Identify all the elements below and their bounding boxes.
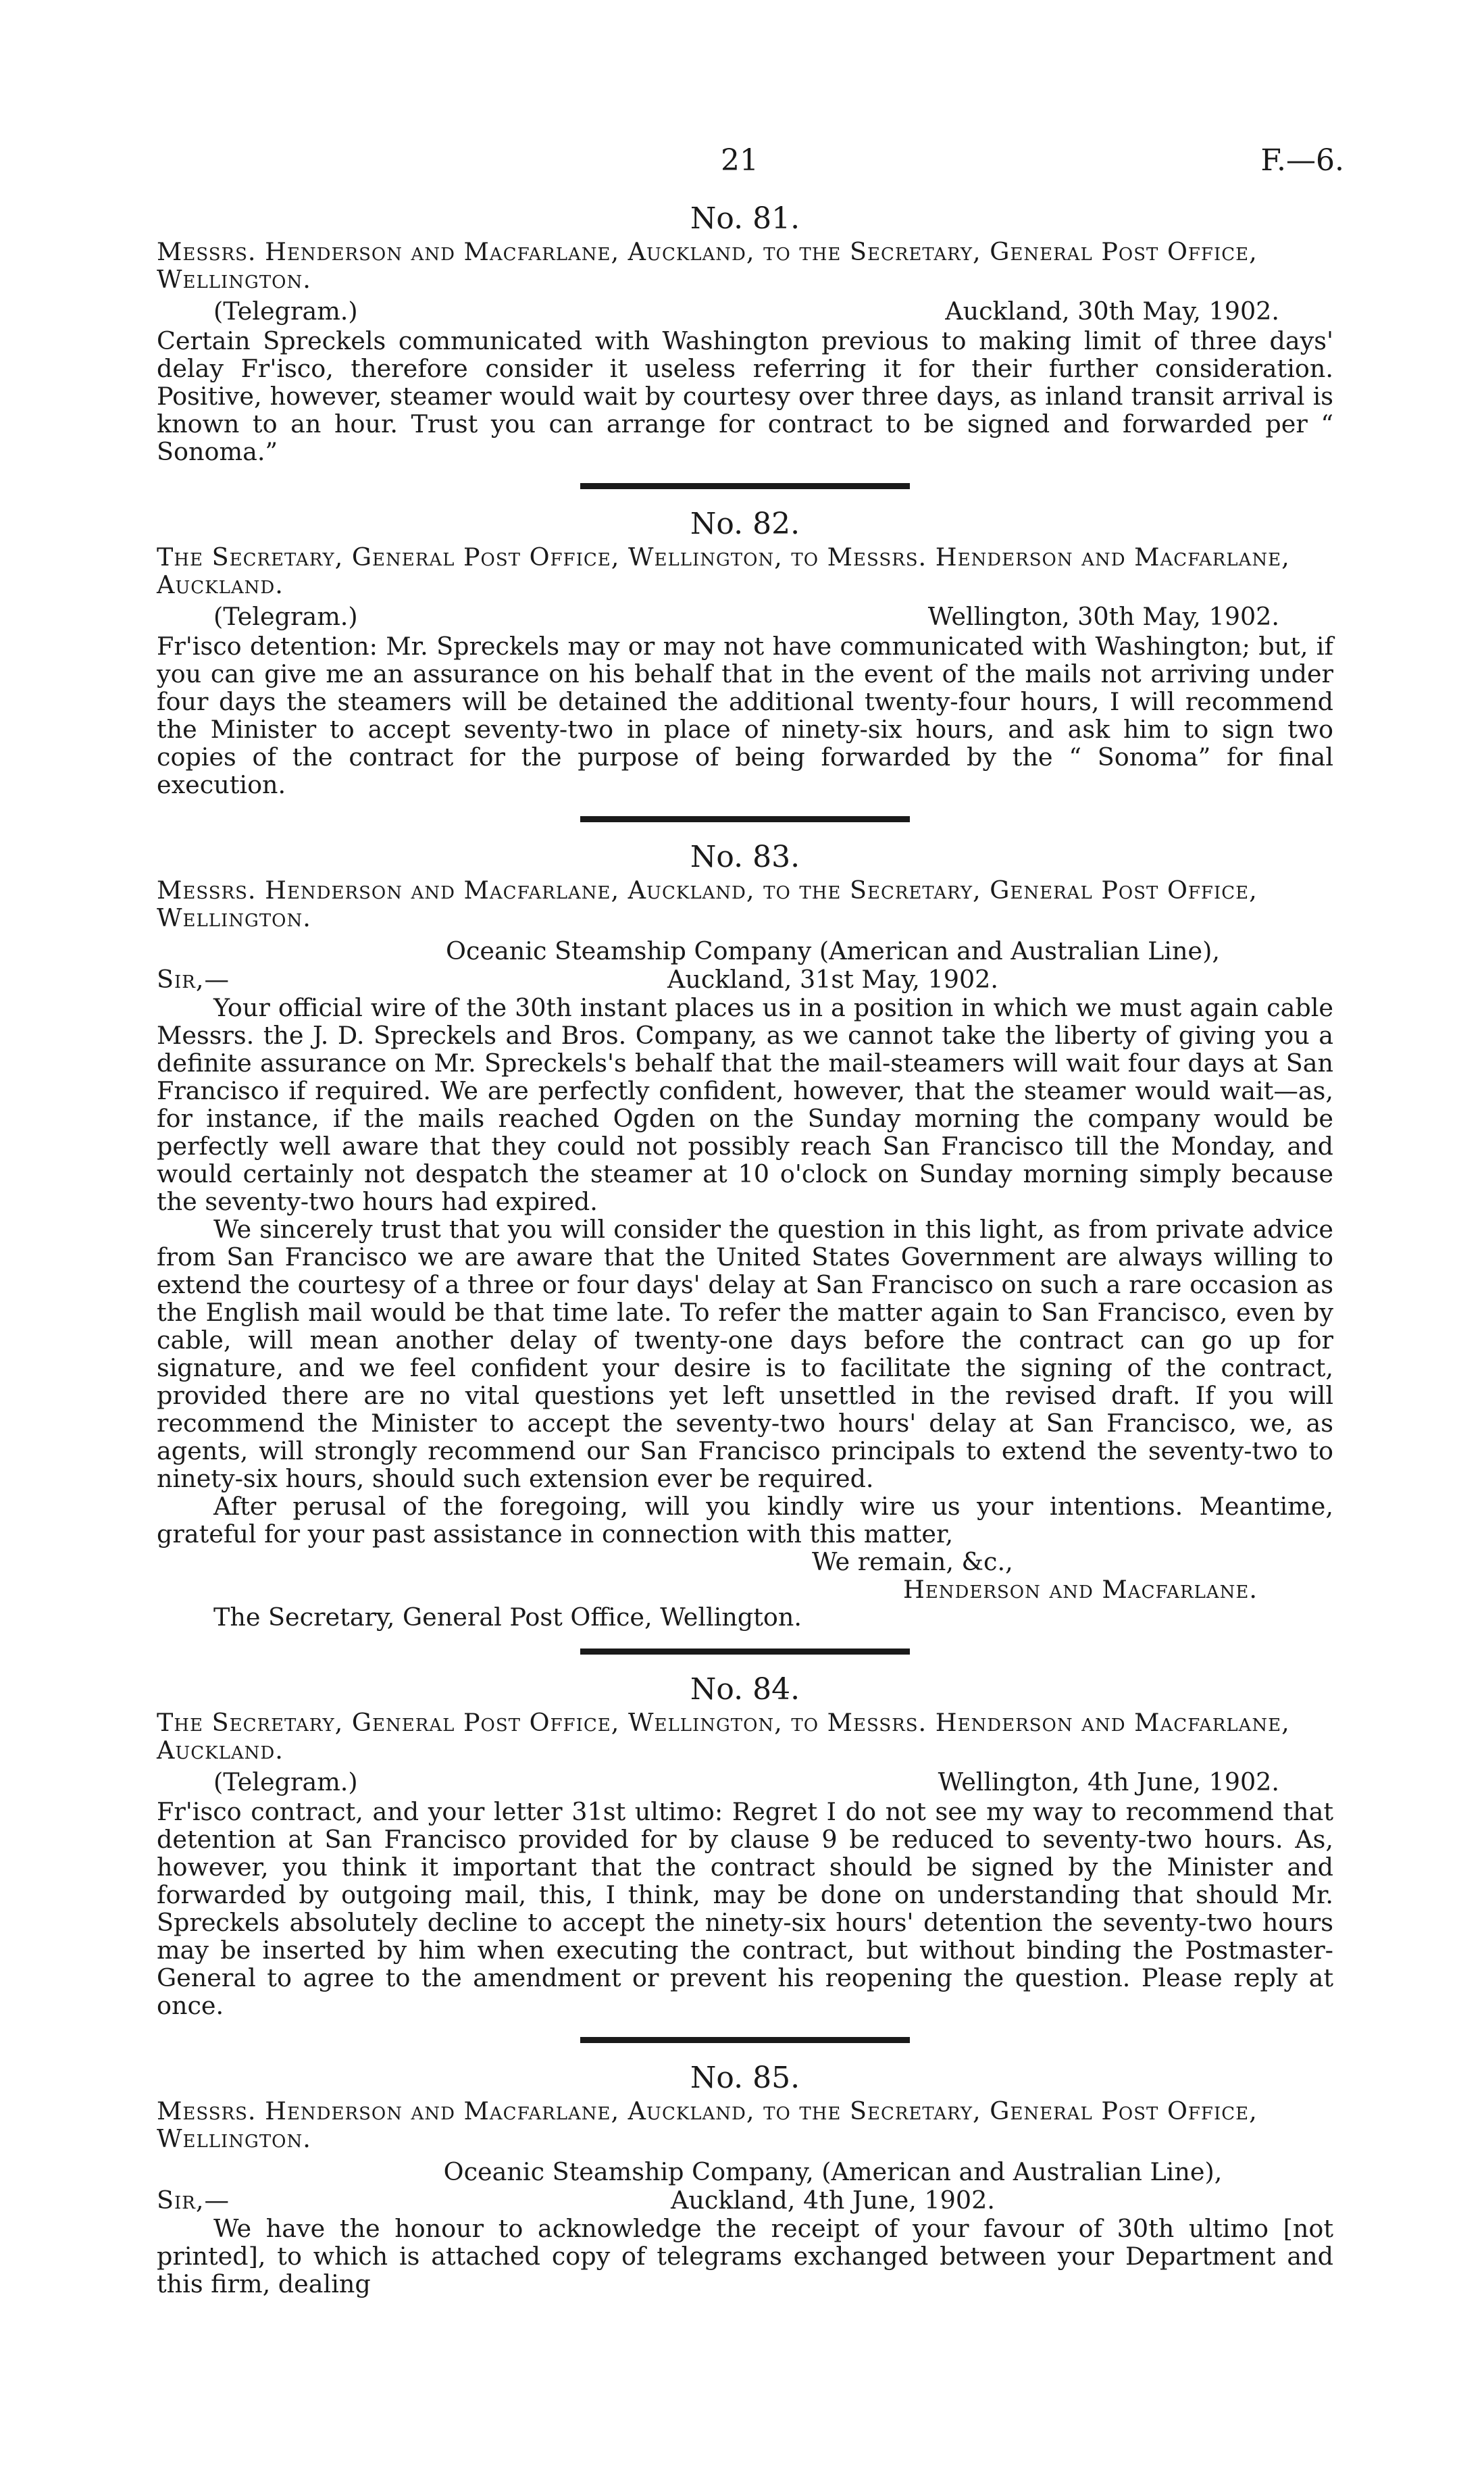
letter-paragraph: After perusal of the foregoing, will you kindly wire us your intentions. Meantime, grateful for your past assistance in connection with this matter, [157, 1492, 1333, 1549]
letter-82 [157, 505, 1333, 799]
address-date: Auckland, 4th June, 1902. [671, 2186, 995, 2215]
letter-closing: We remain, &c., [812, 1547, 1013, 1576]
message-kind: (Telegram.) [213, 1767, 358, 1796]
heading-line: Messrs. Henderson and Macfarlane, Auckland, to the Secretary, General Post Office, [157, 2096, 1258, 2125]
section-divider [580, 483, 910, 489]
heading-line: The Secretary, General Post Office, Wellington, to Messrs. Henderson and Macfarlane, [157, 543, 1290, 572]
letter-paragraph: We have the honour to acknowledge the receipt of your favour of 30th ultimo [not printed], to which is attached copy of telegrams exchanged between your Department and this firm, dealing [157, 2214, 1333, 2298]
page-number: 21 [721, 143, 759, 178]
heading-tail: Wellington. [157, 903, 311, 932]
letter-number: No. 82. [690, 507, 800, 541]
place-date: Wellington, 4th June, 1902. [938, 1767, 1279, 1796]
letter-84 [157, 1671, 1333, 2019]
heading-tail: Auckland. [157, 570, 284, 599]
address-date: Auckland, 31st May, 1902. [667, 965, 998, 994]
place-date: Auckland, 30th May, 1902. [945, 297, 1279, 326]
letter-addressee: The Secretary, General Post Office, Wellington. [213, 1603, 802, 1632]
salutation: Sir,— [157, 2186, 230, 2215]
letter-heading [157, 2097, 1333, 2153]
telegram-meta [157, 603, 1333, 632]
telegram-meta [157, 1768, 1333, 1798]
letter-address [157, 2158, 1333, 2215]
heading-line: Messrs. Henderson and Macfarlane, Auckland, to the Secretary, General Post Office, [157, 876, 1258, 905]
heading-line: The Secretary, General Post Office, Wellington, to Messrs. Henderson and Macfarlane, [157, 1708, 1290, 1737]
letter-paragraph: Your official wire of the 30th instant places us in a position in which we must again cable Messrs. the J. D. Spreckels and Bros. Company, as we cannot take the liberty of giving you a definite assurance on Mr. Spreckels's behalf that the mail-steamers will wait four days at San Francisco if required. We are perfectly confident, however, that the steamer would wait—as, for instance, if the mails reached Ogden on the Sunday morning the company would be perfectly well aware that they could not possibly reach San Francisco till the Monday, and would certainly not despatch the steamer at 10 o'clock on Sunday morning simply because the seventy-two hours had expired. [157, 993, 1333, 1216]
letter-85 [157, 2059, 1333, 2298]
address-line: Oceanic Steamship Company, (American and Australian Line), [443, 2157, 1223, 2186]
letter-heading [157, 543, 1333, 599]
letter-heading [157, 1709, 1333, 1764]
letter-number: No. 85. [690, 2061, 800, 2095]
section-divider [580, 2037, 910, 2043]
message-kind: (Telegram.) [213, 602, 358, 631]
heading-tail: Wellington. [157, 2124, 311, 2153]
letter-81 [157, 200, 1333, 465]
paper-reference: F.—6. [1260, 143, 1344, 178]
letter-heading [157, 876, 1333, 932]
telegram-meta [157, 297, 1333, 327]
heading-tail: Auckland. [157, 1736, 284, 1765]
message-kind: (Telegram.) [213, 297, 358, 326]
address-line: Oceanic Steamship Company (American and Australian Line), [446, 936, 1220, 965]
letter-number: No. 81. [690, 201, 800, 236]
letter-number: No. 84. [690, 1672, 800, 1707]
heading-line: Messrs. Henderson and Macfarlane, Auckland, to the Secretary, General Post Office, [157, 237, 1258, 266]
letter-signature: Henderson and Macfarlane. [903, 1575, 1258, 1604]
letter-83 [157, 838, 1333, 1631]
letter-paragraph: Fr'isco detention: Mr. Spreckels may or may not have communicated with Washington; but, if you can give me an assurance on his behalf that in the event of the mails not arriving under four days the steamers will be detained the additional twenty-four hours, I will recommend the Minister to accept seventy-two in place of ninety-six hours, and ask him to sign two copies of the contract for the purpose of being forwarded by the “ Sonoma” for final execution. [157, 632, 1333, 799]
letter-address [157, 937, 1333, 994]
document-body [157, 200, 1333, 2298]
section-divider [580, 816, 910, 822]
letter-paragraph: Certain Spreckels communicated with Washington previous to making limit of three days' delay Fr'isco, therefore consider it useless referring it for their further consideration. Positive, however, steamer would wait by courtesy over three days, as inland transit arrival is known to an hour. Trust you can arrange for contract to be signed and forwarded per “ Sonoma.” [157, 326, 1333, 466]
section-divider [580, 1649, 910, 1655]
heading-tail: Wellington. [157, 265, 311, 294]
letter-heading [157, 238, 1333, 293]
letter-paragraph: Fr'isco contract, and your letter 31st ultimo: Regret I do not see my way to recommend that detention at San Francisco provided for by clause 9 be reduced to seventy-two hours. As, however, you think it important that the contract should be signed by the Minister and forwarded by outgoing mail, this, I think, may be done on understanding that should Mr. Spreckels absolutely decline to accept the ninety-six hours' detention the seventy-two hours may be inserted by him when executing the contract, but without binding the Postmaster-General to agree to the amendment or prevent his reopening the question. Please reply at once. [157, 1797, 1333, 2020]
letter-number: No. 83. [690, 840, 800, 874]
place-date: Wellington, 30th May, 1902. [927, 602, 1279, 631]
salutation: Sir,— [157, 965, 230, 994]
letter-paragraph: We sincerely trust that you will consider the question in this light, as from private advice from San Francisco we are aware that the United States Government are always willing to extend the courtesy of a three or four days' delay at San Francisco on such a rare occasion as the English mail would be that time late. To refer the matter again to San Francisco, even by cable, will mean another delay of twenty-one days before the contract can go up for signature, and we feel confident your desire is to facilitate the signing of the contract, provided there are no vital questions yet left unsettled in the revised draft. If you will recommend the Minister to accept the seventy-two hours' delay at San Francisco, we, as agents, will strongly recommend our San Francisco principals to extend the seventy-two to ninety-six hours, should such extension ever be required. [157, 1215, 1333, 1493]
